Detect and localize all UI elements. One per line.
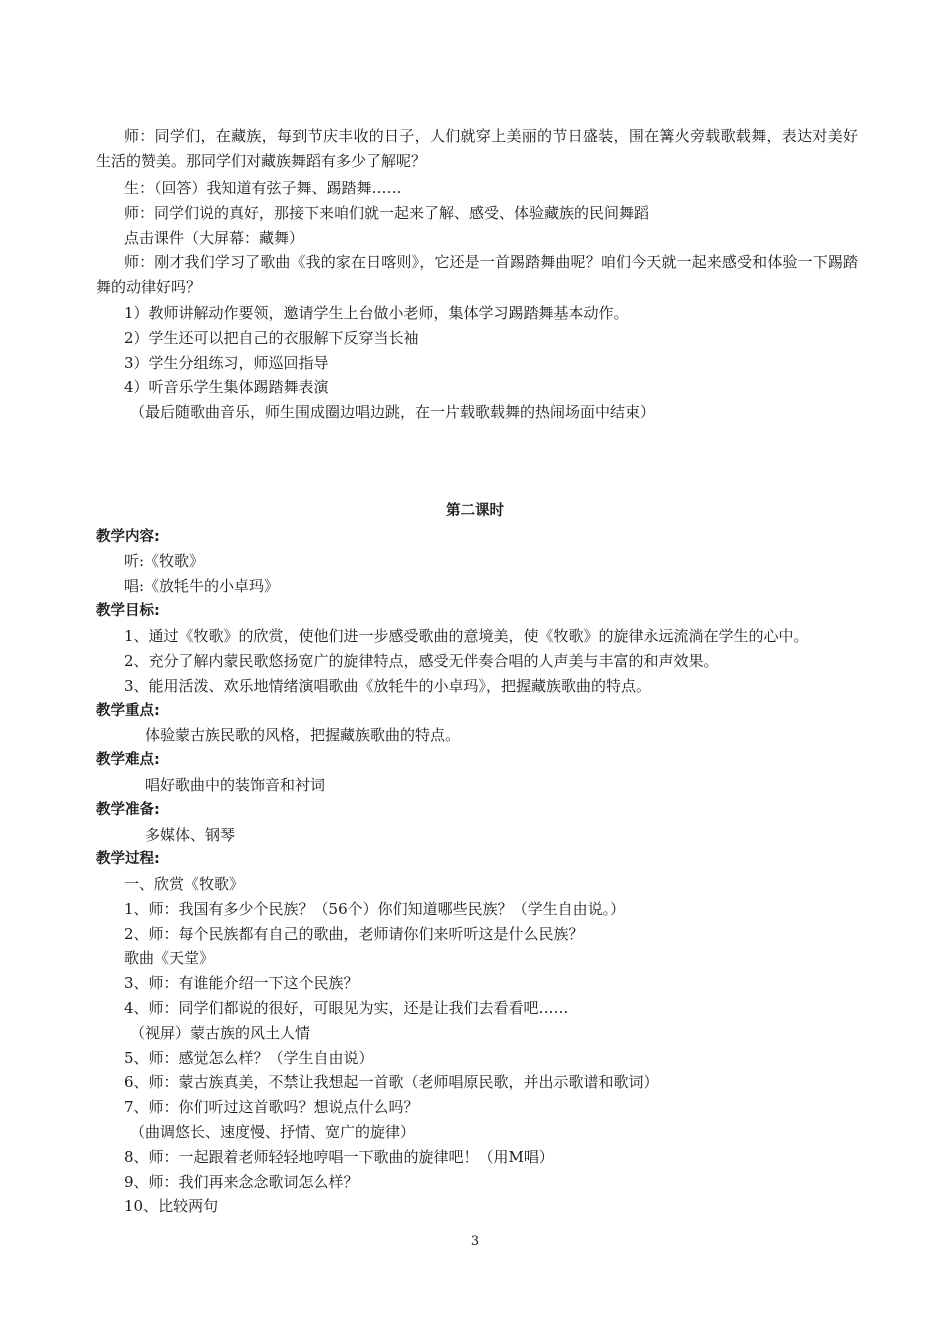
process-item: 一、欣赏《牧歌》	[124, 875, 245, 893]
prep-text: 多媒体、钢琴	[145, 826, 236, 844]
process-item: 5、师：感觉怎么样？（学生自由说）	[124, 1049, 374, 1067]
key-text: 体验蒙古族民歌的风格，把握藏族歌曲的特点。	[145, 726, 461, 744]
page-number: 3	[470, 1234, 480, 1249]
process-item: （视屏）蒙古族的风土人情	[130, 1024, 311, 1042]
paragraph-teacher-praise: 师：同学们说的真好，那接下来咱们就一起来了解、感受、体验藏族的民间舞蹈	[124, 204, 650, 222]
section-title: 第二课时	[446, 503, 504, 519]
step-item: 2）学生还可以把自己的衣服解下反穿当长袖	[124, 329, 419, 347]
process-heading: 教学过程:	[96, 851, 160, 867]
process-item: 8、师：一起跟着老师轻轻地哼唱一下歌曲的旋律吧！（用M唱）	[124, 1148, 554, 1166]
process-item: 2、师：每个民族都有自己的歌曲，老师请你们来听听这是什么民族？	[124, 925, 584, 943]
goals-heading: 教学目标:	[96, 603, 160, 619]
process-item: （曲调悠长、速度慢、抒情、宽广的旋律）	[130, 1123, 416, 1141]
key-heading: 教学重点:	[96, 703, 160, 719]
paragraph-intro: 师：同学们，在藏族，每到节庆丰收的日子，人们就穿上美丽的节日盛装，围在篝火旁载歌载舞，表达对美好生活的赞美。那同学们对藏族舞蹈有多少了解呢？	[96, 127, 858, 170]
goal-item: 2、充分了解内蒙民歌悠扬宽广的旋律特点，感受无伴奏合唱的人声美与丰富的和声效果。	[124, 652, 719, 670]
difficulty-text: 唱好歌曲中的装饰音和衬词	[145, 776, 326, 794]
process-item: 3、师：有谁能介绍一下这个民族？	[124, 974, 359, 992]
step-item: 3）学生分组练习，师巡回指导	[124, 354, 329, 372]
paragraph-tap-dance: 师：刚才我们学习了歌曲《我的家在日喀则》，它还是一首踢踏舞曲呢？咱们今天就一起来感受和体验一下踢踏舞的动律好吗？	[96, 253, 858, 296]
process-item: 6、师：蒙古族真美，不禁让我想起一首歌（老师唱原民歌，并出示歌谱和歌词）	[124, 1073, 659, 1091]
process-item: 9、师：我们再来念念歌词怎么样？	[124, 1173, 359, 1191]
step-item: 1）教师讲解动作要领，邀请学生上台做小老师，集体学习踢踏舞基本动作。	[124, 304, 629, 322]
goal-item: 3、能用活泼、欢乐地情绪演唱歌曲《放牦牛的小卓玛》，把握藏族歌曲的特点。	[124, 677, 652, 695]
step-item: 4）听音乐学生集体踢踏舞表演	[124, 378, 329, 396]
content-heading: 教学内容:	[96, 529, 160, 545]
goal-item: 1、通过《牧歌》的欣赏，使他们进一步感受歌曲的意境美，使《牧歌》的旋律永远流淌在学生的心中。	[124, 627, 809, 645]
content-sing: 唱:《放牦牛的小卓玛》	[124, 577, 280, 595]
process-item: 10、比较两句	[124, 1197, 219, 1215]
paragraph-student-answer: 生：（回答）我知道有弦子舞、踢踏舞……	[124, 179, 402, 197]
paragraph-ending: （最后随歌曲音乐，师生围成圈边唱边跳，在一片载歌载舞的热闹场面中结束）	[130, 403, 656, 421]
paragraph-courseware: 点击课件（大屏幕：藏舞）	[124, 229, 305, 247]
content-listen: 听:《牧歌》	[124, 552, 205, 570]
prep-heading: 教学准备:	[96, 802, 160, 818]
process-item: 7、师：你们听过这首歌吗？想说点什么吗？	[124, 1098, 419, 1116]
process-item: 4、师：同学们都说的很好，可眼见为实，还是让我们去看看吧……	[124, 999, 569, 1017]
process-item: 歌曲《天堂》	[124, 949, 215, 967]
difficulty-heading: 教学难点:	[96, 752, 160, 768]
process-item: 1、师：我国有多少个民族？（56个）你们知道哪些民族？（学生自由说。）	[124, 900, 626, 918]
